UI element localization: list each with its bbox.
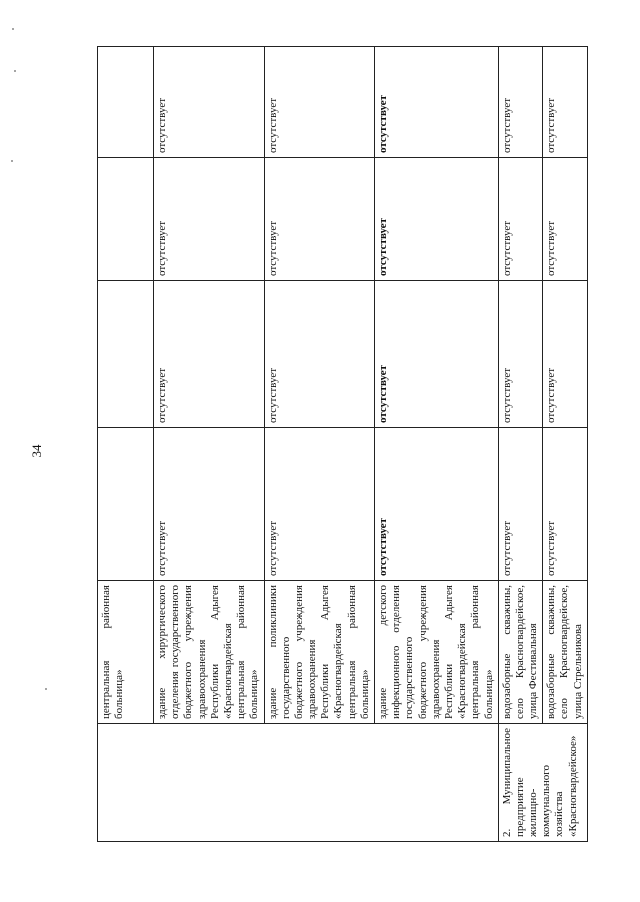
value-cell: отсутствует (498, 428, 543, 581)
scan-speck (12, 28, 14, 30)
rotated-table-container (97, 47, 584, 842)
value-cell: отсутствует (154, 158, 265, 281)
table-row (154, 47, 265, 842)
table-row (375, 47, 499, 842)
value-cell: отсутствует (543, 158, 588, 281)
value-cell: отсутствует (375, 158, 499, 281)
scan-speck (45, 688, 47, 690)
value-cell: отсутствует (264, 47, 375, 158)
value-cell: отсутствует (154, 47, 265, 158)
table-row (543, 47, 588, 842)
value-cell: отсутствует (543, 428, 588, 581)
value-cell: отсутствует (498, 281, 543, 428)
scan-speck (11, 160, 13, 162)
value-cell (98, 47, 154, 158)
object-cell: здание хирургического отделения государственного бюджетного учреждения здравоохранения Республики Адыгея «Красногвардейская центральная районная больница» (154, 581, 265, 724)
value-cell: отсутствует (154, 281, 265, 428)
value-cell: отсутствует (154, 428, 265, 581)
table-row (98, 47, 154, 842)
value-cell: отсутствует (543, 47, 588, 158)
org-cell: 2. Муниципальное предприятие жилищно-коммунального хозяйства «Красногвардейское» (498, 724, 587, 842)
value-cell (98, 158, 154, 281)
org-cell (98, 724, 499, 842)
table-row (264, 47, 375, 842)
value-cell: отсутствует (498, 47, 543, 158)
object-cell: водозаборные скважины, село Красногвардейское, улица Стрельникова (543, 581, 588, 724)
page-number: 34 (29, 444, 44, 458)
value-cell: отсутствует (264, 158, 375, 281)
object-cell: здание детского инфекционного отделения государственного бюджетного учреждения здравоохранения Республики Адыгея «Красногвардейская центральная районная больница» (375, 581, 499, 724)
value-cell: отсутствует (375, 428, 499, 581)
object-cell: центральная районная больница» (98, 581, 154, 724)
value-cell: отсутствует (543, 281, 588, 428)
table-row (498, 47, 543, 842)
value-cell: отсутствует (264, 281, 375, 428)
value-cell: отсутствует (498, 158, 543, 281)
value-cell (98, 428, 154, 581)
value-cell (98, 281, 154, 428)
object-cell: здание поликлиники государственного бюджетного учреждения здравоохранения Республики Адыгея «Красногвардейская центральная районная больница» (264, 581, 375, 724)
scan-speck (14, 70, 16, 72)
value-cell: отсутствует (264, 428, 375, 581)
object-cell: водозаборные скважины, село Красногвардейское, улица Фестивальная (498, 581, 543, 724)
value-cell: отсутствует (375, 281, 499, 428)
value-cell: отсутствует (375, 47, 499, 158)
document-table (97, 46, 588, 842)
